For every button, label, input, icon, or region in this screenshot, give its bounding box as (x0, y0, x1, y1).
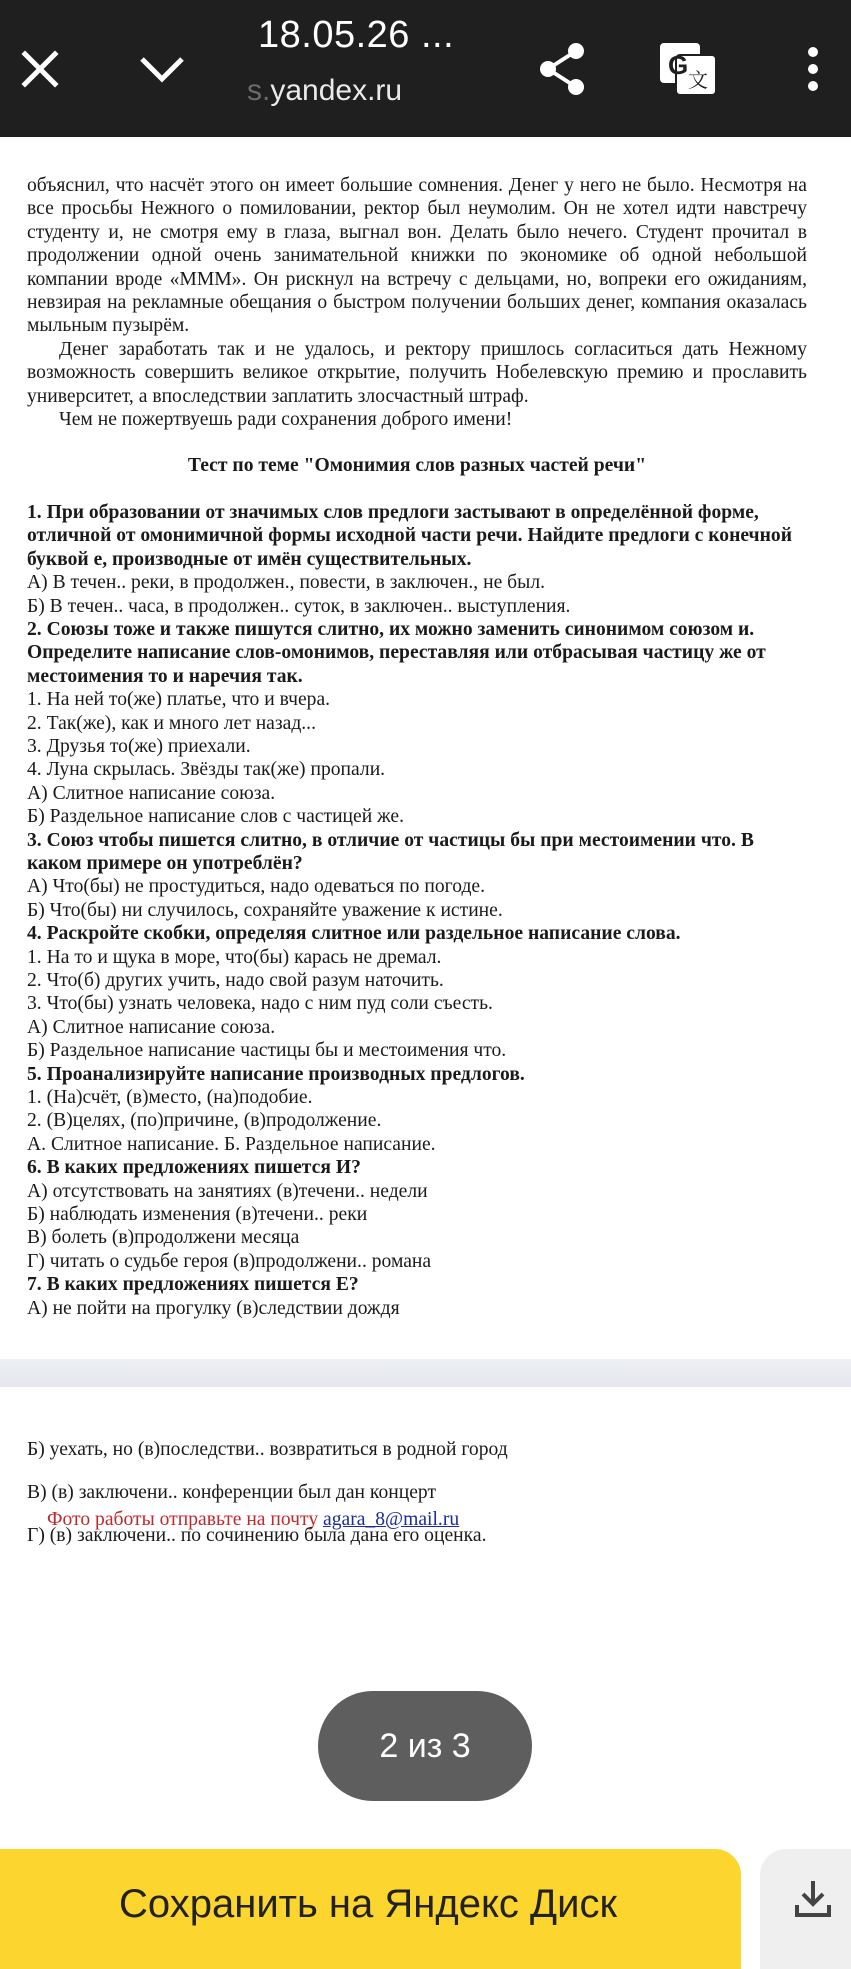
svg-text:文: 文 (688, 67, 708, 92)
save-to-disk-button[interactable] (0, 1849, 741, 1969)
email-link[interactable]: agara_8@mail.ru (323, 1509, 460, 1530)
answer-option: А) Слитное написание союза. (27, 1016, 276, 1038)
answer-option: Б) Что(бы) ни случилось, сохраняйте уважение к истине. (27, 899, 503, 921)
paragraph: Чем не пожертвуешь ради сохранения доброго имени! (59, 409, 513, 431)
document-title: 18.05.26 ... (258, 14, 455, 56)
question-3: 3. Союз чтобы пишется слитно, в отличие от частицы бы при местоимении что. В каком примере он употреблён? (27, 829, 754, 874)
answer-option: В) болеть (в)продолжени месяца (27, 1227, 300, 1249)
example-line: 1. На ней то(же) платье, что и вчера. (27, 689, 331, 711)
question-7: 7. В каких предложениях пишется Е? (27, 1274, 359, 1296)
download-button[interactable] (760, 1849, 851, 1969)
paragraph: Денег заработать так и не удалось, и ректору пришлось согласиться дать Нежному возможность совершить великое открытие, получить Нобелевскую премию и прославить университет, а впоследствии заплатить злосчастный штраф. (27, 338, 807, 407)
save-button-label: Сохранить на Яндекс Диск (119, 1882, 617, 1926)
example-line: 2. Что(б) других учить, надо свой разум наточить. (27, 970, 444, 991)
answer-option: Б) Раздельное написание слов с частицей же. (27, 806, 404, 828)
translate-icon (658, 41, 718, 97)
document-url: s.yandex.ru (247, 74, 403, 107)
question-2: 2. Союзы тоже и также пишутся слитно, их можно заменить синонимом союзом и. Определите написание слов-омонимов, переставляя или отбрасывая частицу же от местоимения то и наречия так. (27, 618, 766, 687)
page-divider (0, 1359, 851, 1387)
example-line: 2. Так(же), как и много лет назад... (27, 712, 316, 734)
page-text (27, 1418, 807, 1567)
more-vert-icon (807, 46, 819, 92)
example-line: 3. Друзья то(же) приехали. (27, 735, 251, 757)
example-line: 1. (На)счёт, (в)место, (на)подобие. (27, 1087, 313, 1109)
question-6: 6. В каких предложениях пишется И? (27, 1157, 361, 1179)
answer-option: А) не пойти на прогулку (в)следствии дождя (27, 1297, 400, 1319)
download-icon (793, 1879, 833, 1919)
document-page-3 (0, 1387, 851, 1920)
chevron-down-icon (138, 54, 186, 84)
question-4: 4. Раскройте скобки, определяя слитное или раздельное написание слова. (27, 923, 681, 945)
answer-option: А) Слитное написание союза. (27, 782, 276, 804)
submission-note (47, 1509, 459, 1531)
answer-option: Г) читать о судьбе героя (в)продолжени.. романа (27, 1250, 432, 1272)
page-counter (318, 1691, 532, 1801)
answer-option: Б) уехать, но (в)последстви.. возвратиться в родной город (27, 1438, 508, 1460)
answer-option: А) В течен.. реки, в продолжен., повести, в заключен., не был. (27, 572, 545, 594)
translate-button[interactable] (648, 0, 728, 137)
note-text: Фото работы отправьте на почту (47, 1509, 324, 1530)
svg-text:G: G (668, 49, 689, 80)
example-line: 2. (В)целях, (по)причине, (в)продолжение. (27, 1110, 382, 1132)
example-line: 4. Луна скрылась. Звёзды так(же) пропали. (27, 759, 386, 781)
answer-option: В) (в) заключени.. конференции был дан концерт (27, 1481, 437, 1503)
answer-option: Б) наблюдать изменения (в)течени.. реки (27, 1204, 368, 1226)
share-button[interactable] (522, 0, 602, 137)
answer-option: А) Что(бы) не простудиться, надо одеваться по погоде. (27, 876, 486, 898)
answer-option: А. Слитное написание. Б. Раздельное написание. (27, 1133, 436, 1155)
answer-option: Г) (в) заключени.. по сочинению была дана его оценка. (27, 1524, 487, 1546)
answer-option: А) отсутствовать на занятиях (в)течени.. недели (27, 1180, 428, 1202)
close-icon (20, 49, 60, 89)
answer-option: Б) В течен.. часа, в продолжен.. суток, в заключен.. выступления. (27, 595, 571, 617)
example-line: 3. Что(бы) узнать человека, надо с ним пуд соли съесть. (27, 993, 493, 1015)
viewer-top-bar (0, 0, 851, 137)
document-page-2 (0, 137, 851, 1359)
answer-option: Б) Раздельное написание частицы бы и местоимения что. (27, 1040, 507, 1062)
close-button[interactable] (0, 0, 80, 137)
minimize-button[interactable] (122, 0, 202, 137)
page-counter-label: 2 из 3 (379, 1726, 471, 1765)
example-line: 1. На то и щука в море, что(бы) карась не дремал. (27, 946, 442, 968)
test-title: Тест по теме "Омонимия слов разных частей речи" (187, 455, 647, 477)
question-5: 5. Проанализируйте написание производных предлогов. (27, 1063, 525, 1085)
paragraph: объяснил, что насчёт этого он имеет большие сомнения. Денег у него не было. Несмотря на все просьбы Нежного о помиловании, ректор был неумолим. Он не хотел идти навстречу студенту и, не смотря ему в глаза, выгнал вон. Делать было нечего. Студент прочитал в продолжении одной очень занимательной книжки по экономике об одной небольшой компании вроде «МММ». Он рискнул на встречу с дельцами, но, вопреки его ожиданиям, невзирая на рекламные обещания о быстром получении больших денег, компания оказалась мыльным пузырём. (27, 175, 807, 337)
page-text (27, 174, 807, 1320)
share-icon (536, 41, 588, 97)
question-1: 1. При образовании от значимых слов предлоги застывают в определённой форме, отличной от омонимичной формы исходной части речи. Найдите предлоги с конечной буквой е, производные от имён существительных. (27, 501, 792, 570)
more-button[interactable] (773, 0, 851, 137)
